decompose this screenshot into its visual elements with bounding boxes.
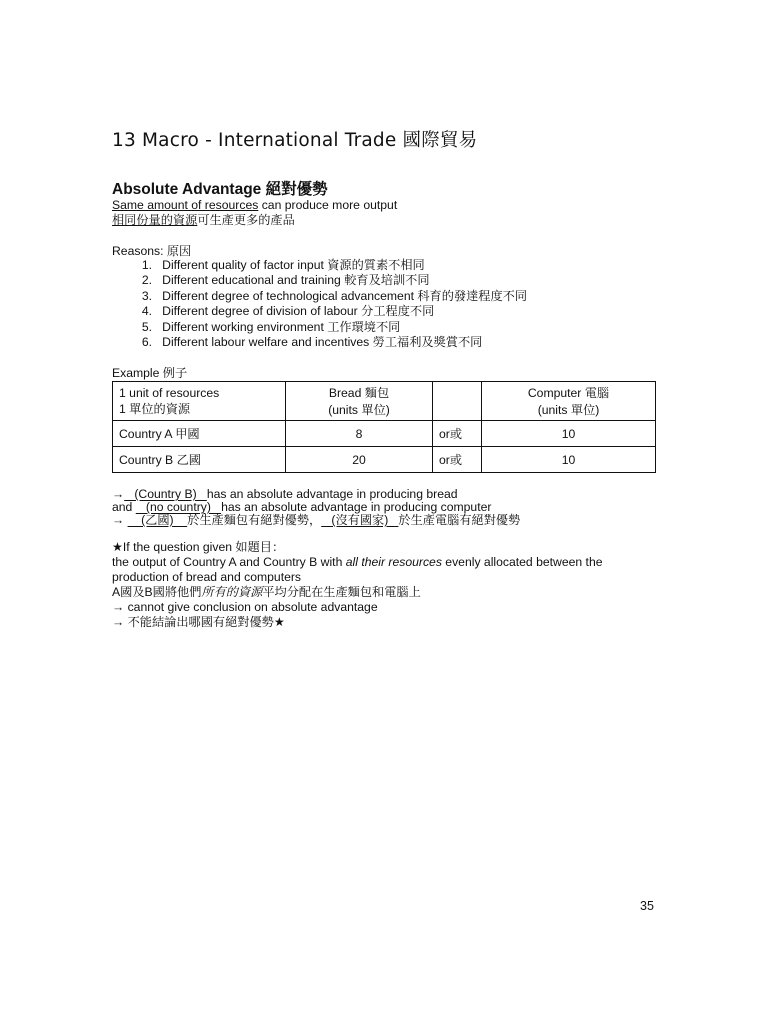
header-resources: 1 unit of resources 1 單位的資源 (113, 382, 286, 421)
computer-cell: 10 (482, 447, 656, 473)
or-cell: or或 (433, 447, 482, 473)
header-blank (433, 382, 482, 421)
or-cell: or或 (433, 421, 482, 447)
country-cell: Country A 甲國 (113, 421, 286, 447)
list-item: 4. Different degree of division of labour 分工程度不同 (141, 304, 435, 319)
page-title: 13 Macro - International Trade 國際貿易 (112, 130, 478, 151)
definition-zh-rest: 可生產更多的產品 (197, 213, 295, 227)
header-computer: Computer 電腦 (units 單位) (482, 382, 656, 421)
list-item: 1. Different quality of factor input 資源的質素不相同 (141, 258, 425, 272)
answer-blank: (Country B) (124, 487, 207, 501)
definition-en-rest: can produce more output (258, 198, 398, 212)
note-line-1: the output of Country A and Country B with all their resources evenly allocated between the (112, 555, 603, 569)
list-item: 6. Different labour welfare and incentives 勞工福利及獎賞不同 (141, 334, 483, 349)
list-item: 5. Different working environment 工作環境不同 (141, 319, 401, 334)
bread-cell: 8 (286, 421, 433, 447)
definition-zh-underlined: 相同份量的資源 (112, 213, 198, 227)
table-row (113, 421, 656, 447)
reasons-list (112, 258, 527, 350)
note-line-3: A國及B國將他們所有的資源平均分配在生產麵包和電腦上 (112, 585, 421, 599)
answer-blank: (沒有國家) (321, 513, 399, 527)
example-table (112, 381, 656, 473)
answer-blank: (乙國) (127, 513, 188, 527)
country-cell: Country B 乙國 (113, 447, 286, 473)
conclusion-line-1: → (Country B) has an absolute advantage in producing bread (112, 487, 458, 501)
answer-blank: (no country) (135, 500, 222, 514)
page-number: 35 (640, 899, 654, 913)
table-row (113, 447, 656, 473)
definition-en-underlined: Same amount of resources (112, 198, 259, 212)
note-line-5: → 不能結論出哪國有絕對優勢★ (112, 615, 285, 629)
bread-cell: 20 (286, 447, 433, 473)
example-label: Example 例子 (112, 366, 188, 380)
note-star-line: ★If the question given 如題目： (112, 540, 285, 554)
section-heading: Absolute Advantage 絕對優勢 (112, 181, 328, 198)
note-line-4: → cannot give conclusion on absolute advantage (112, 600, 378, 614)
computer-cell: 10 (482, 421, 656, 447)
conclusion-line-2: and (no country) has an absolute advantage in producing computer (112, 500, 492, 514)
definition-en (112, 198, 397, 213)
conclusion-line-3: → (乙國) 於生產麵包有絕對優勢， (沒有國家) 於生產電腦有絕對優勢 (112, 513, 521, 527)
list-item: 3. Different degree of technological advancement 科育的發達程度不同 (141, 288, 528, 303)
table-header-row (113, 382, 656, 421)
note-line-2: production of bread and computers (112, 570, 302, 584)
reasons-label: Reasons: 原因 (112, 244, 192, 258)
definition-zh (112, 213, 295, 228)
list-item: 2. Different educational and training 較育及培訓不同 (141, 273, 430, 288)
header-bread: Bread 麵包 (units 單位) (286, 382, 433, 421)
